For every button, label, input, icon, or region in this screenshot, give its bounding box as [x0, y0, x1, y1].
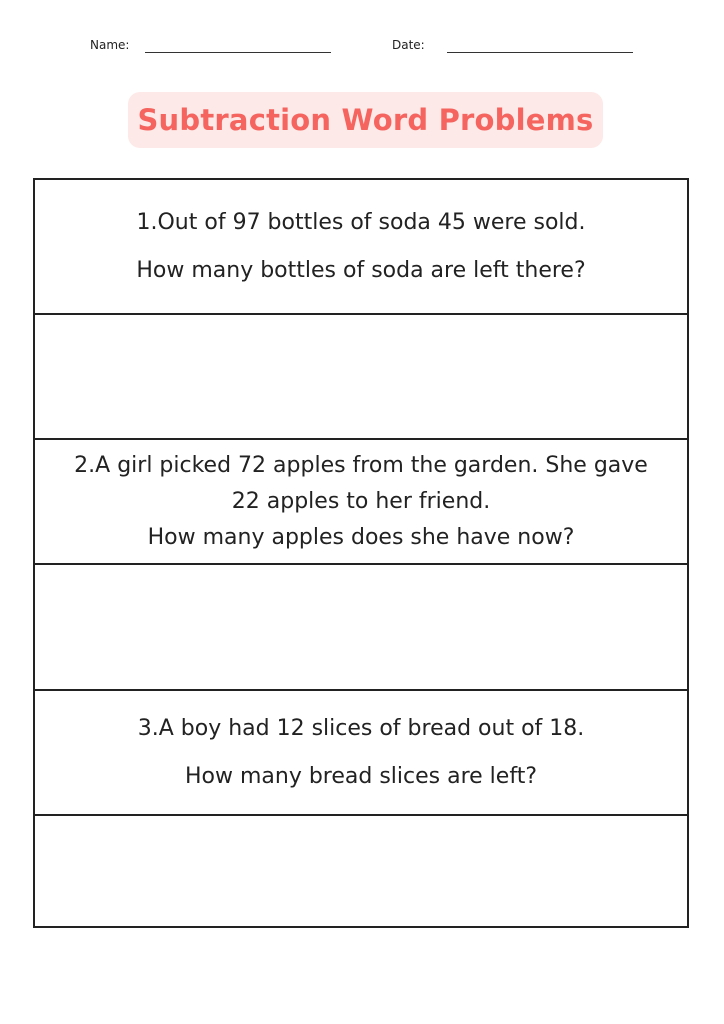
worksheet-table: [33, 178, 689, 928]
question-1-line-1: 1.Out of 97 bottles of soda 45 were sold.: [136, 209, 586, 235]
question-1: [35, 180, 687, 313]
answer-box-3[interactable]: [35, 814, 687, 926]
page-title: Subtraction Word Problems: [137, 103, 594, 137]
name-label: Name:: [90, 38, 130, 52]
question-1-line-2: How many bottles of soda are left there?: [136, 257, 586, 283]
question-2-line-1: 2.A girl picked 72 apples from the garden. She gave: [74, 452, 648, 478]
question-3-line-2: How many bread slices are left?: [184, 763, 537, 789]
date-label: Date:: [392, 38, 425, 52]
answer-box-2[interactable]: [35, 563, 687, 689]
name-blank-line[interactable]: [145, 52, 331, 53]
question-2-line-2: 22 apples to her friend.: [231, 488, 491, 514]
answer-box-1[interactable]: [35, 313, 687, 438]
question-2: [35, 438, 687, 563]
question-2-line-3: How many apples does she have now?: [147, 524, 575, 550]
title-banner: [128, 92, 603, 148]
date-blank-line[interactable]: [447, 52, 633, 53]
name-field[interactable]: [90, 38, 129, 56]
question-3-line-1: 3.A boy had 12 slices of bread out of 18.: [137, 715, 585, 741]
question-3: [35, 689, 687, 814]
date-field[interactable]: [392, 38, 425, 56]
